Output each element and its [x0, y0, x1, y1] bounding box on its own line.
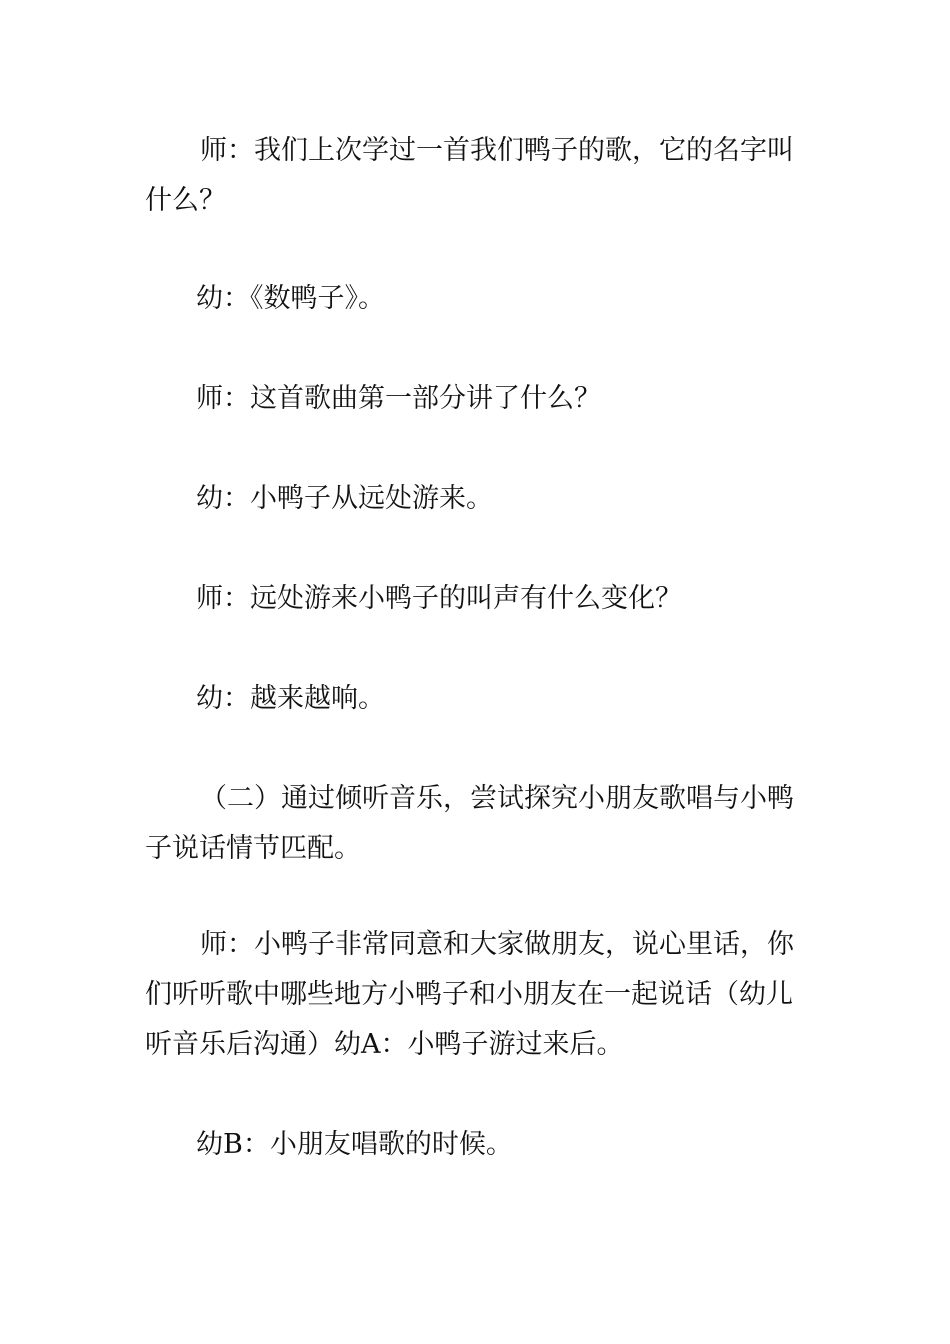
- paragraph-teacher-question-first-part: 师：这首歌曲第一部分讲了什么？: [196, 383, 601, 414]
- paragraph-child-answer-first-part: 幼：小鸭子从远处游来。: [196, 483, 493, 514]
- paragraph-child-b-answer: 幼B：小朋友唱歌的时候。: [196, 1129, 513, 1160]
- paragraph-child-answer-song-name: 幼：《数鸭子》。: [196, 283, 385, 314]
- paragraph-child-answer-sound-change: 幼：越来越响。: [196, 683, 385, 714]
- paragraph-teacher-question-song-name: 师：我们上次学过一首我们鸭子的歌，它的名字叫什么？: [145, 135, 794, 216]
- paragraph-teacher-question-sound-change: 师：远处游来小鸭子的叫声有什么变化？: [196, 583, 682, 614]
- paragraph-section-two-heading: （二）通过倾听音乐，尝试探究小朋友歌唱与小鸭子说话情节匹配。: [145, 783, 794, 864]
- paragraph-teacher-prompt-listening: 师：小鸭子非常同意和大家做朋友，说心里话，你们听听歌中哪些地方小鸭子和小朋友在一起说话（幼儿听音乐后沟通）幼A：小鸭子游过来后。: [145, 929, 794, 1060]
